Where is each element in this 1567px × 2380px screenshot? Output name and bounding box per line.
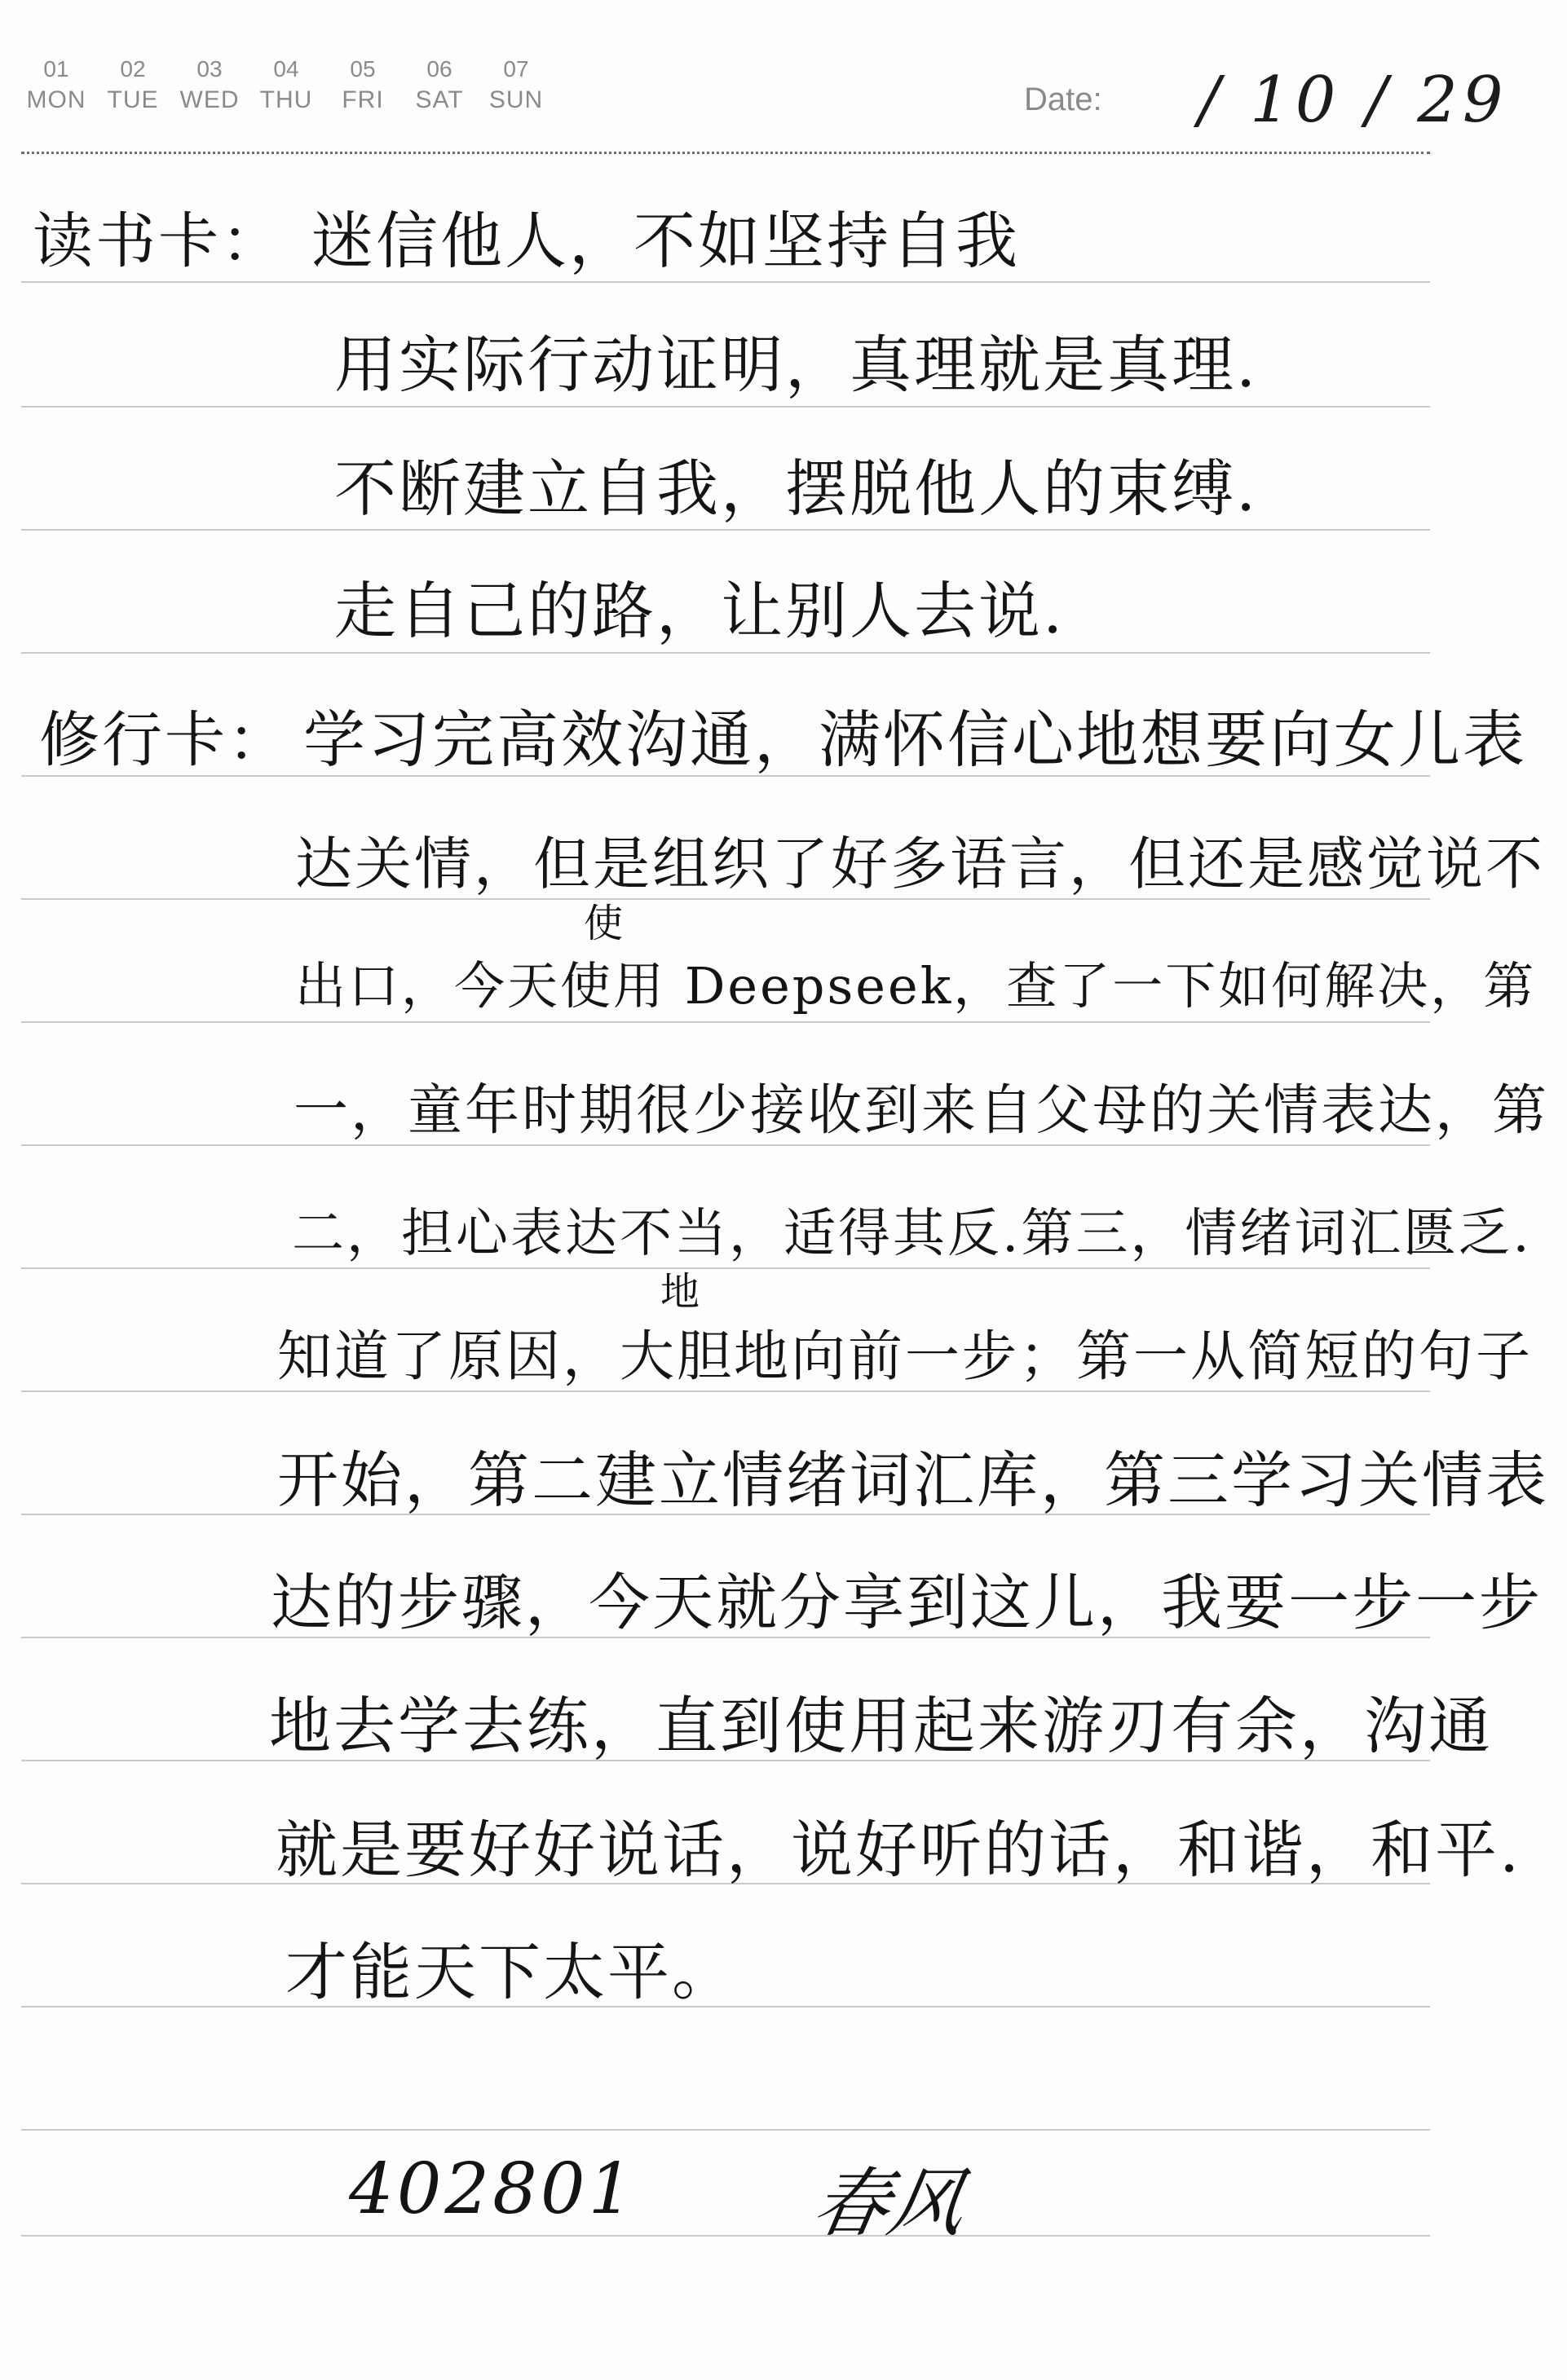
- weekday-number: 07: [503, 56, 529, 82]
- weekday-mon: [18, 55, 95, 117]
- practice-line: 一，童年时期很少接收到来自父母的关情表达，第: [294, 1078, 1549, 1142]
- ruled-line: [21, 529, 1430, 531]
- weekday-number: 02: [120, 56, 146, 82]
- weekday-name: MON: [26, 86, 86, 113]
- reading-line: 用实际行动证明，真理就是真理.: [334, 328, 1259, 401]
- weekday-tue: [95, 55, 171, 117]
- header-divider: [21, 152, 1430, 154]
- reading-line: 走自己的路，让别人去说.: [334, 575, 1066, 647]
- practice-line: 知道了原因，大胆地向前一步；第一从简短的句子: [277, 1324, 1533, 1388]
- practice-line: 才能天下太平。: [285, 1936, 736, 2008]
- weekday-number: 01: [43, 56, 69, 82]
- reading-card-label: 读书卡：: [33, 206, 284, 276]
- weekday-name: TUE: [107, 86, 159, 113]
- practice-line: 学习完高效沟通，满怀信心地想要向女儿表: [303, 703, 1527, 776]
- reading-line: 不断建立自我，摆脱他人的束缚.: [334, 452, 1259, 525]
- weekday-fri: [324, 55, 401, 117]
- practice-line: 开始，第二建立情绪词汇库，第三学习关情表: [277, 1444, 1550, 1516]
- weekday-name: SAT: [415, 86, 464, 113]
- weekday-name: WED: [179, 86, 240, 113]
- footer-number: 402801: [349, 2149, 637, 2230]
- practice-line: 二，担心表达不当，适得其反.第三，情绪词汇匮乏.: [292, 1204, 1532, 1264]
- ruled-line: [21, 406, 1430, 408]
- practice-line: 地去学去练，直到使用起来游刃有余，沟通: [269, 1690, 1493, 1762]
- practice-line: 出口，今天使用 Deepseek，查了一下如何解决，第: [295, 956, 1537, 1016]
- weekday-strip: [18, 55, 554, 117]
- weekday-name: FRI: [342, 86, 384, 113]
- weekday-sun: [478, 55, 554, 117]
- weekday-number: 05: [350, 56, 376, 82]
- weekday-name: SUN: [488, 86, 544, 113]
- weekday-number: 04: [273, 56, 299, 82]
- ruled-line: [21, 652, 1430, 654]
- weekday-sat: [401, 55, 478, 117]
- practice-line: 达关情，但是组织了好多语言，但还是感觉说不: [295, 831, 1545, 897]
- weekday-name: THU: [259, 86, 313, 113]
- weekday-number: 06: [426, 56, 452, 82]
- reading-line: 迷信他人，不如坚持自我: [311, 205, 1020, 277]
- ruled-line: [21, 2129, 1430, 2131]
- ruled-line: [21, 2235, 1430, 2237]
- practice-line: 达的步骤，今天就分享到这儿，我要一步一步: [271, 1567, 1543, 1638]
- date-value: / 10 / 29: [1198, 64, 1508, 137]
- signature: 春风: [806, 2160, 973, 2247]
- ruled-line: [21, 281, 1430, 283]
- weekday-number: 03: [196, 56, 223, 82]
- practice-card-label: 修行卡：: [39, 705, 290, 775]
- practice-line: 就是要好好说话，说好听的话，和谐，和平.: [276, 1814, 1522, 1886]
- weekday-wed: [171, 55, 248, 117]
- inserted-character: 使: [584, 901, 624, 946]
- date-label: Date:: [1024, 82, 1102, 117]
- weekday-thu: [248, 55, 324, 117]
- inserted-character: 地: [660, 1269, 700, 1315]
